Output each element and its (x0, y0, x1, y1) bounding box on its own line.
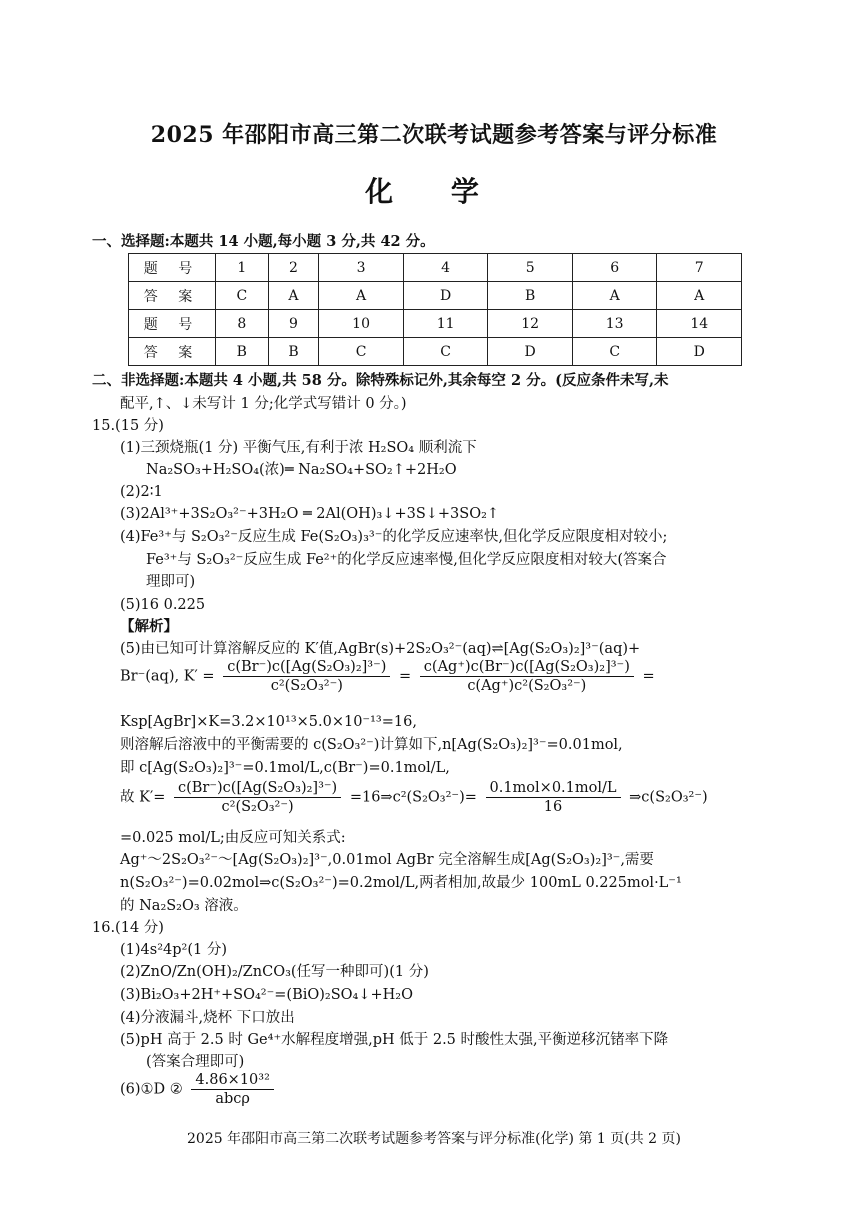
fraction-numerator: 0.1mol×0.1mol/L (486, 779, 621, 798)
q16-heading: 16.(14 分) (92, 920, 164, 936)
q15-part4-cont2: 理即可) (146, 574, 196, 590)
section2-heading: 二、非选择题:本题共 4 小题,共 58 分。除特殊标记外,其余每空 2 分。(反应条件未写,未 (92, 372, 669, 389)
fraction (223, 658, 390, 695)
k-prime-calculation (120, 779, 708, 816)
page-footer: 2025 年邵阳市高三第二次联考试题参考答案与评分标准(化学) 第 1 页(共 2 页) (187, 1131, 681, 1147)
q16-part2: (2)ZnO/Zn(OH)₂/ZnCO₃(任写一种即可)(1 分) (120, 964, 429, 980)
fraction (486, 779, 621, 816)
q16-part4: (4)分液漏斗,烧杯 下口放出 (120, 1010, 295, 1026)
row-label: 答 案 (129, 282, 216, 310)
analysis-line: =0.025 mol/L;由反应可知关系式: (120, 830, 346, 846)
fraction (174, 779, 341, 816)
q16-part6 (120, 1071, 278, 1108)
table-cell: A (657, 282, 742, 310)
fraction (420, 658, 634, 695)
table-cell: 6 (572, 254, 657, 282)
fraction-numerator: c(Br⁻)c([Ag(S₂O₃)₂]³⁻) (223, 658, 390, 677)
q15-part1-equation: Na₂SO₃+H₂SO₄(浓)═ Na₂SO₄+SO₂↑+2H₂O (146, 462, 457, 478)
table-cell: 10 (319, 310, 404, 338)
q16-part5-cont: (答案合理即可) (146, 1054, 245, 1070)
table-cell: C (572, 338, 657, 366)
table-row (129, 254, 742, 282)
analysis-label: 【解析】 (120, 618, 178, 635)
analysis-line: (5)由已知可计算溶解反应的 K′值,AgBr(s)+2S₂O₃²⁻(aq)⇌[Ag(S₂O₃)₂]³⁻(aq)+ (120, 641, 641, 657)
fraction (191, 1071, 274, 1108)
table-cell: 7 (657, 254, 742, 282)
q16-part5: (5)pH 高于 2.5 时 Ge⁴⁺水解程度增强,pH 低于 2.5 时酸性太强,平衡逆移沉锗率下降 (120, 1032, 669, 1048)
table-cell: B (216, 338, 269, 366)
fraction-denominator: c²(S₂O₃²⁻) (270, 678, 343, 694)
analysis-text: =16⇒c²(S₂O₃²⁻)= (349, 789, 477, 806)
table-cell: 8 (216, 310, 269, 338)
table-cell: 2 (268, 254, 319, 282)
table-row (129, 282, 742, 310)
table-cell: 12 (488, 310, 573, 338)
q16-part1: (1)4s²4p²(1 分) (120, 942, 227, 958)
table-cell: A (319, 282, 404, 310)
fraction-denominator: c²(S₂O₃²⁻) (221, 799, 294, 815)
table-cell: 1 (216, 254, 269, 282)
answer-table (128, 253, 742, 366)
q15-heading: 15.(15 分) (92, 418, 164, 434)
q15-part4: (4)Fe³⁺与 S₂O₃²⁻反应生成 Fe(S₂O₃)₃³⁻的化学反应速率快,但化学反应限度相对较小; (120, 529, 668, 545)
table-cell: D (657, 338, 742, 366)
analysis-line: 则溶解后溶液中的平衡需要的 c(S₂O₃²⁻)计算如下,n[Ag(S₂O₃)₂]³⁻=0.01mol, (120, 737, 623, 753)
table-cell: A (572, 282, 657, 310)
q15-part3: (3)2Al³⁺+3S₂O₃²⁻+3H₂O ═ 2Al(OH)₃↓+3S↓+3SO₂↑ (120, 506, 500, 522)
equals-sign: = (399, 668, 412, 685)
table-cell: B (488, 282, 573, 310)
table-cell: 11 (403, 310, 488, 338)
document-title: 2025 年邵阳市高三第二次联考试题参考答案与评分标准 (150, 122, 718, 148)
fraction-denominator: abcρ (215, 1091, 250, 1107)
q15-part4-cont: Fe³⁺与 S₂O₃²⁻反应生成 Fe²⁺的化学反应速率慢,但化学反应限度相对较大(答案合 (146, 552, 667, 568)
table-cell: 4 (403, 254, 488, 282)
table-row (129, 338, 742, 366)
table-cell: C (403, 338, 488, 366)
q15-part5: (5)16 0.225 (120, 597, 206, 613)
table-cell: D (488, 338, 573, 366)
table-cell: A (268, 282, 319, 310)
analysis-text: (6)①D ② (120, 1081, 183, 1098)
table-cell: 14 (657, 310, 742, 338)
k-prime-expression (120, 658, 655, 695)
analysis-line: 即 c[Ag(S₂O₃)₂]³⁻=0.1mol/L,c(Br⁻)=0.1mol/L, (120, 760, 450, 776)
fraction-denominator: c(Ag⁺)c²(S₂O₃²⁻) (467, 678, 587, 694)
section2-heading-cont: 配平,↑、↓未写计 1 分;化学式写错计 0 分。) (120, 396, 407, 412)
table-cell: C (216, 282, 269, 310)
table-cell: B (268, 338, 319, 366)
analysis-text: ⇒c(S₂O₃²⁻) (629, 789, 708, 806)
table-cell: 13 (572, 310, 657, 338)
analysis-text: Br⁻(aq), K′ = (120, 668, 215, 685)
analysis-text: 故 K′= (120, 789, 166, 806)
analysis-line: Ksp[AgBr]×K=3.2×10¹³×5.0×10⁻¹³=16, (120, 714, 417, 730)
table-cell: 9 (268, 310, 319, 338)
table-cell: C (319, 338, 404, 366)
fraction-numerator: c(Ag⁺)c(Br⁻)c([Ag(S₂O₃)₂]³⁻) (420, 658, 634, 677)
analysis-line: n(S₂O₃²⁻)=0.02mol⇒c(S₂O₃²⁻)=0.2mol/L,两者相加,故最少 100mL 0.225mol·L⁻¹ (120, 875, 682, 891)
fraction-numerator: 4.86×10³² (191, 1071, 274, 1090)
q15-part1: (1)三颈烧瓶(1 分) 平衡气压,有利于浓 H₂SO₄ 顺利流下 (120, 440, 477, 456)
row-label: 题 号 (129, 254, 216, 282)
row-label: 答 案 (129, 338, 216, 366)
section1-heading: 一、选择题:本题共 14 小题,每小题 3 分,共 42 分。 (92, 233, 435, 250)
table-row (129, 310, 742, 338)
fraction-numerator: c(Br⁻)c([Ag(S₂O₃)₂]³⁻) (174, 779, 341, 798)
table-cell: D (403, 282, 488, 310)
q16-part3: (3)Bi₂O₃+2H⁺+SO₄²⁻=(BiO)₂SO₄↓+H₂O (120, 987, 414, 1003)
row-label: 题 号 (129, 310, 216, 338)
fraction-denominator: 16 (543, 799, 563, 815)
equals-sign: = (642, 668, 655, 685)
q15-part2: (2)2∶1 (120, 484, 163, 500)
table-cell: 5 (488, 254, 573, 282)
analysis-line: Ag⁺～2S₂O₃²⁻～[Ag(S₂O₃)₂]³⁻,0.01mol AgBr 完全溶解生成[Ag(S₂O₃)₂]³⁻,需要 (120, 852, 654, 868)
table-cell: 3 (319, 254, 404, 282)
analysis-line: 的 Na₂S₂O₃ 溶液。 (120, 898, 248, 914)
subject-title: 化 学 (365, 175, 503, 208)
